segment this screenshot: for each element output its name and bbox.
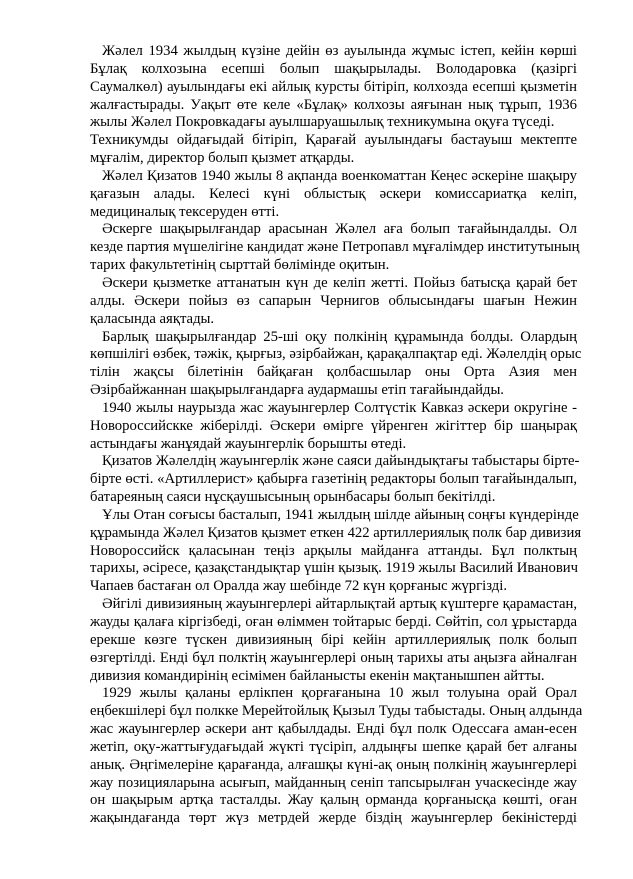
text-line: жалғастырады. Уақыт өте келе «Бұлақ» колхозы аяғынан нық тұрып, 1936: [90, 96, 577, 113]
text-line: тарихы, әсіресе, қазақстандықтар үшін қызық. 1919 жылы Василий Иванович: [90, 560, 579, 577]
paragraph: [90, 596, 577, 685]
paragraph: [90, 43, 577, 168]
text-line: Әйгілі дивизияның жауынгерлері айтарлықтай артық күштерге қарамастан,: [102, 596, 577, 613]
text-line: Әзірбайжаннан шақырылғандарға аудармашы етіп тағайындайды.: [90, 382, 504, 399]
text-line: тарих факультетінің сырттай бөлімінде оқитын.: [90, 257, 390, 274]
text-line: 1940 жылы наурызда жас жауынгерлер Солтүстік Кавказ әскери округіне -: [102, 399, 577, 416]
text-line: астындағы жанұядай жауынгерлік борышты өтеді.: [90, 435, 407, 452]
text-line: Чапаев бастаған ол Оралда жау шебінде 72 күн қорғаныс жүргізді.: [90, 578, 508, 595]
paragraph: [90, 685, 583, 828]
text-line: еңбекшілері бұл полкке Мерейтойлық Қызыл Туды табыстады. Оның алдында: [90, 703, 583, 720]
text-line: ерекше көзге түскен дивизияның бірі кейін артиллериялық полк болып: [90, 631, 577, 648]
text-line: қаласында аяқтады.: [90, 310, 215, 327]
text-line: батареяның саяси нұсқаушысының орынбасары болып бекітілді.: [90, 489, 496, 506]
paragraph: [90, 453, 580, 507]
text-line: анық. Әңгімелеріне қарағанда, алғашқы күні-ақ оның полкінің жауынгерлері: [90, 756, 577, 773]
text-line: жетіп, оқу-жаттығудағыдай жүкті түсіріп, алдыңғы шепке қарай бет алғаны: [90, 738, 577, 755]
text-line: жылы Жәлел Покровкадағы ауылшаруашылық техникумына оқуға түседі.: [90, 114, 555, 131]
text-line: Қизатов Жәлелдің жауынгерлік және саяси дайындықтағы табыстары бірте-: [102, 453, 580, 470]
text-line: медициналық тексеруден өтті.: [90, 203, 280, 220]
text-line: Ұлы Отан соғысы басталып, 1941 жылдың шілде айының соңғы күндерінде: [102, 506, 579, 523]
text-line: көпшілігі өзбек, тәжік, қырғыз, әзірбайжан, қарақалпақтар еді. Жәлелдің орыс: [90, 346, 582, 363]
text-line: Саумалкөл) ауылындағы екі айлық курсты бітіріп, колхозда есепші қызметін: [90, 78, 577, 95]
document-page: [90, 43, 583, 828]
text-line: он шақырым артқа тасталды. Жау қалың орманда қорғанысқа көшті, оған: [90, 792, 577, 809]
text-line: Әскери қызметке аттанатын күн де келіп жетті. Пойыз батысқа қарай бет: [102, 274, 577, 291]
paragraph: [90, 400, 577, 454]
text-line: жауды қалаға кіргізбеді, оған өліммен тойтарыс берді. Сөйтіп, сол ұрыстарда: [90, 614, 577, 630]
text-line: дивизия командирінің есімімен байланысты екенін мақтанышпен айтты.: [90, 667, 545, 684]
text-line: мұғалім, директор болып қызмет атқарды.: [90, 150, 355, 167]
text-line: Новороссийскке жіберілді. Әскери өмірге үйренген жігіттер бір шаңырақ: [90, 417, 577, 434]
paragraph: [90, 221, 580, 275]
text-line: Барлық шақырылғандар 25-ші оқу полкінің құрамында болды. Олардың: [102, 328, 577, 345]
text-line: Техникумды ойдағыдай бітіріп, Қарағай ауылындағы бастауыш мектепте: [90, 132, 577, 149]
paragraph: [90, 506, 582, 596]
text-line: қағазын алады. Келесі күні облыстық әскери комиссариатқа келіп,: [90, 185, 577, 202]
text-line: жау позицияларына асығып, майданның сеніп тапсырылған учаскесінде жау: [90, 774, 577, 791]
text-line: Әскерге шақырылғандар арасынан Жәлел аға болып тағайындалды. Ол: [102, 221, 577, 238]
text-line: бірте өсті. «Артиллерист» қабырға газетінің редакторы болып тағайындалып,: [90, 471, 577, 488]
text-line: Новороссийск қаласынан теңіз арқылы майданға аттанды. Бұл полктың: [90, 542, 577, 559]
paragraph: [90, 275, 577, 329]
text-line: өзгертілді. Енді бұл полктің жауынгерлері оның тарихы аты аңызға айналған: [90, 649, 577, 666]
text-line: Бұлақ колхозына есепші болып шақырылады. Володаровка (қазіргі: [90, 60, 577, 77]
text-line: құрамында Жәлел Қизатов қызмет еткен 422 артиллериялық полк бар дивизия: [90, 524, 582, 541]
paragraph: [90, 168, 577, 222]
text-line: тілін жақсы білетінін байқаған қолбасшылар оны Орта Азия мен: [90, 364, 577, 381]
text-line: кезде партия мүшелігіне кандидат және Петропавл мұғалімдер институтының: [90, 239, 580, 256]
text-line: Жәлел 1934 жылдың күзіне дейін өз ауылында жұмыс істеп, кейін көрші: [102, 43, 577, 59]
text-line: жақындағанда төрт жүз метрдей жерде біздің жауынгерлер бекіністерді: [90, 810, 577, 827]
text-line: алды. Әскери пойыз өз сапарын Чернигов облысындағы шағын Нежин: [90, 292, 577, 309]
paragraph: [90, 328, 582, 400]
text-line: жас жауынгерлер әскери ант қабылдады. Енді бұл полк Одессаға аман-есен: [90, 721, 577, 738]
text-line: 1929 жылы қаланы ерлікпен қорғағанына 10 жыл толуына орай Орал: [102, 685, 577, 702]
text-line: Жәлел Қизатов 1940 жылы 8 ақпанда военкоматтан Кеңес әскеріне шақыру: [102, 167, 577, 184]
